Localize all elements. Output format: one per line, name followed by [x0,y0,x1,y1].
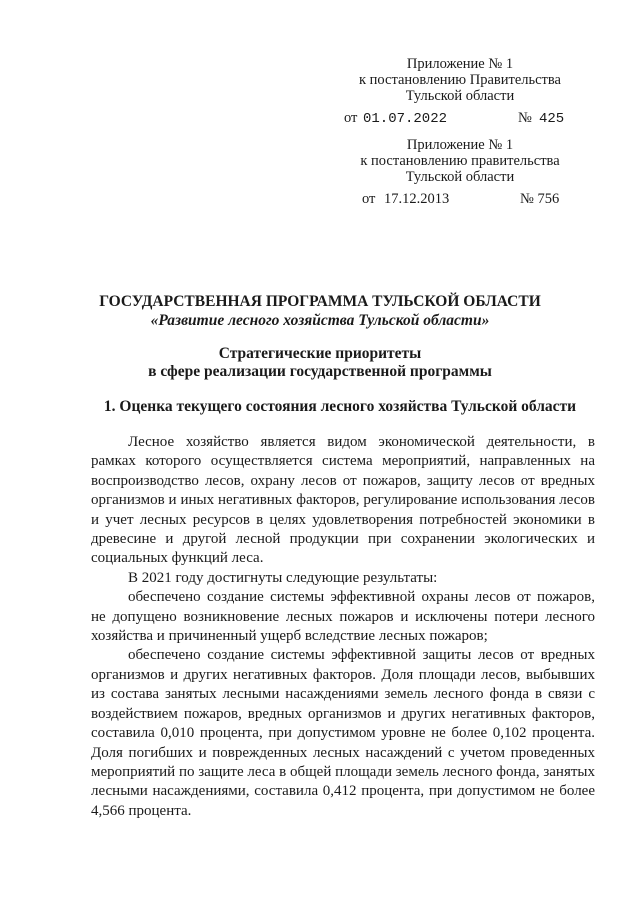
section-1-heading: 1. Оценка текущего состояния лесного хозяйства Тульской области [103,398,577,415]
annex-2-number-sign: № [520,191,534,207]
paragraph-pest-protection: обеспечено создание системы эффективной защиты лесов от вредных организмов и других негативных факторов. Доля площади лесов, выбывших из состава занятых лесными насаждениями земель лесного фонда в связи с воздействием пожаров, вредных организмов и других негативных факторов, составила 0,010 процента, при допустимом уровне не более 0,102 процента. Доля погибших и поврежденных лесных насаждений с учетом проведенных мероприятий по защите леса в общей площади земель лесного фонда, занятых лесными насаждениями, составила 0,412 процента, при допустимом не более 4,566 процента. [91,647,595,819]
annex-1-title: Приложение № 1 [406,56,514,72]
annex-1-decree-line: к постановлению Правительства [359,72,561,88]
annex-2-title: Приложение № 1 [406,137,514,153]
annex-1-date: 01.07.2022 [363,111,448,127]
annex-1-block [345,56,575,104]
annex-2-number [520,191,559,208]
section-1-body [91,433,595,821]
paragraph-results-2021: В 2021 году достигнуты следующие результаты: [128,569,438,586]
annex-1-number: 425 [539,111,565,127]
paragraph-forestry-definition: Лесное хозяйство является видом экономической деятельности, в рамках которого осуществляется система мероприятий, направленных на воспроизводство лесов, охрану лесов от пожаров, защиту лесов от вредных организмов и иных негативных факторов, регулирование использования лесов и учет лесных ресурсов в целях удовлетворения потребностей экономики в древесине и другой лесной продукции при сохранении экологических и социальных функций леса. [91,434,595,567]
annex-2-region-line: Тульской области [405,169,515,185]
annex-2-number-value: 756 [537,191,560,207]
priorities-subheading: в сфере реализации государственной программы [148,363,492,380]
annex-2-decree-line: к постановлению правительства [360,153,560,169]
program-subtitle: «Развитие лесного хозяйства Тульской области» [150,312,490,329]
annex-2-date-prefix: от [362,191,376,207]
annex-2-date: 17.12.2013 [384,191,450,207]
annex-1-region-line: Тульской области [405,88,515,104]
annex-1-date-prefix: от [344,110,358,126]
priorities-heading: Стратегические приоритеты [218,345,422,362]
annex-1-number-sign: № [518,110,532,126]
paragraph-fire-protection: обеспечено создание системы эффективной охраны лесов от пожаров, не допущено возникновение лесных пожаров и исключены потери лесного хозяйства и причиненный ущерб вследствие лесных пожаров; [91,589,595,645]
program-title: ГОСУДАРСТВЕННАЯ ПРОГРАММА ТУЛЬСКОЙ ОБЛАСТИ [99,293,541,310]
annex-2-block [345,137,575,185]
